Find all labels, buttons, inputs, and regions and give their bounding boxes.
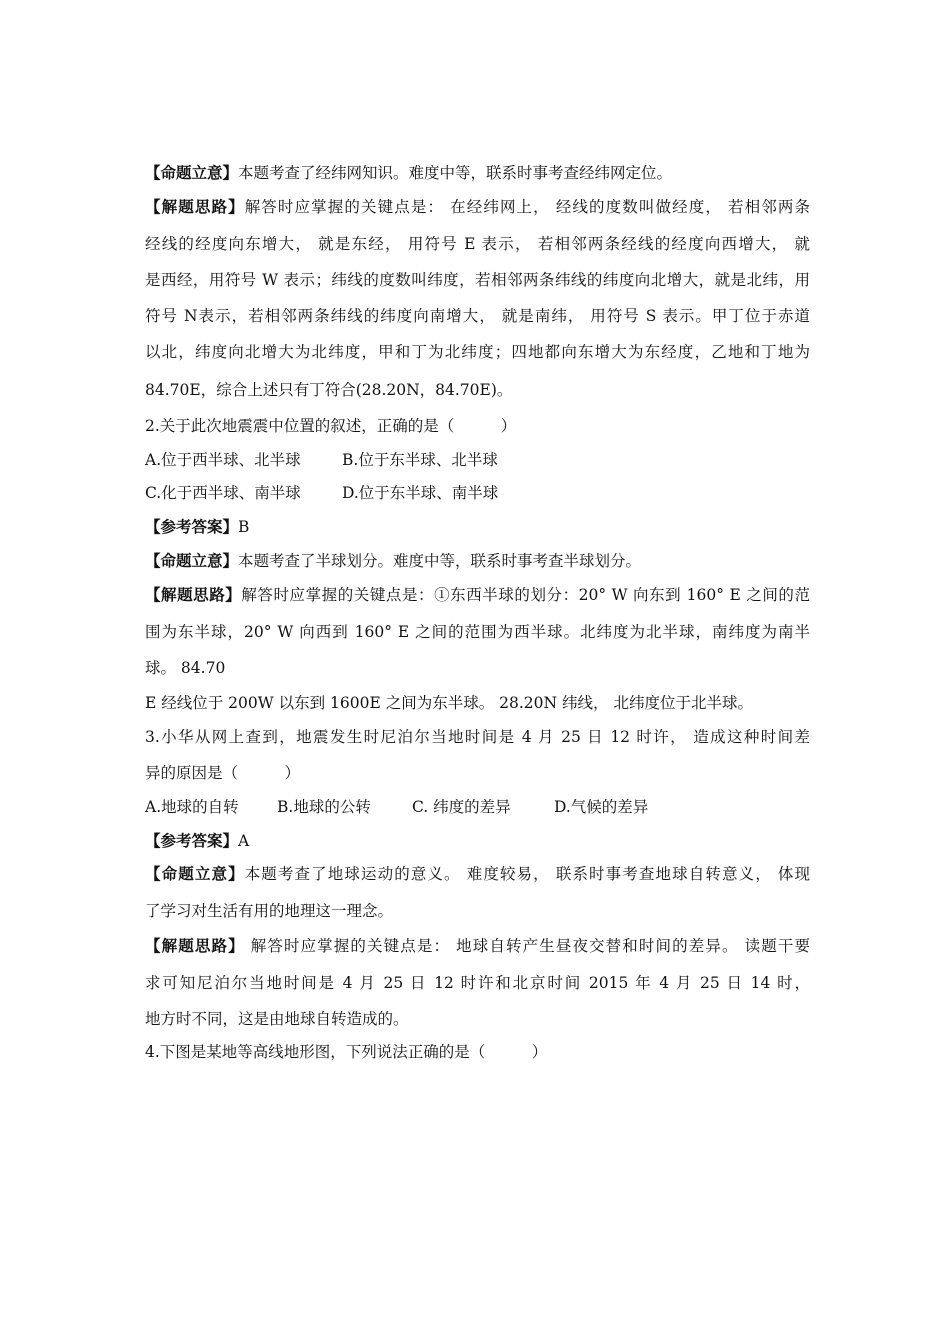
q2-silu-line-1 [145, 585, 810, 605]
q3-option-a: A.地球的自转 [145, 798, 239, 816]
q2-options-row-2 [145, 483, 810, 503]
q3-option-b: B.地球的公转 [277, 798, 371, 816]
q2-option-a: A.位于西半球、北半球 [145, 451, 301, 469]
q3-silu-line-1 [145, 936, 810, 956]
q3-options-row [145, 797, 810, 817]
silu-line-6: 84.70E，综合上述只有丁符合(28.20N，84.70E)。 [145, 381, 513, 399]
q2-silu-line-4: E 经线位于 200W 以东到 1600E 之间为东半球。 28.20N 纬线， 北纬度位于北半球。 [145, 694, 753, 712]
q2-answer-value: B [238, 518, 250, 536]
q3-silu-text: 解答时应掌握的关键点是： 地球自转产生昼夜交替和时间的差异。 读题干要 [244, 937, 810, 955]
q4-stem: 4.下图是某地等高线地形图，下列说法正确的是（ ） [145, 1043, 548, 1061]
silu-text: 解答时应掌握的关键点是： 在经纬网上， 经线的度数叫做经度， 若相邻两条 [244, 198, 810, 216]
q2-silu-line-3: 球。 84.70 [145, 659, 226, 677]
q2-options-row-1 [145, 450, 810, 470]
silu-line-1 [145, 197, 810, 217]
silu-line-5: 以北，纬度向北增大为北纬度，甲和丁为北纬度；四地都向东增大为东经度，乙地和丁地为 [145, 343, 810, 361]
q2-answer-label: 【参考答案】 [145, 517, 239, 536]
silu-line-4: 符号 N表示，若相邻两条纬线的纬度向南增大， 就是南纬， 用符号 S 表示。甲丁位于赤道 [145, 307, 810, 325]
q2-answer [145, 517, 810, 537]
silu-line-3: 是西经，用符号 W 表示；纬线的度数叫纬度，若相邻两条纬线的纬度向北增大，就是北纬，用 [145, 271, 810, 289]
mingti-line-1 [145, 163, 810, 183]
q3-option-c: C. 纬度的差异 [412, 798, 511, 816]
q3-mingti-line-2: 了学习对生活有用的地理这一理念。 [145, 902, 394, 920]
q3-mingti-label: 【命题立意】 [145, 864, 245, 883]
q3-silu-line-2: 求可知尼泊尔当地时间是 4 月 25 日 12 时许和北京时间 2015 年 4 月 25 日 14 时， [145, 974, 810, 992]
q2-option-b: B.位于东半球、北半球 [342, 451, 498, 469]
silu-line-2: 经线的经度向东增大， 就是东经， 用符号 E 表示， 若相邻两条经线的经度向西增大， 就 [145, 235, 810, 253]
q3-mingti-text: 本题考查了地球运动的意义。 难度较易， 联系时事考查地球自转意义， 体现 [244, 865, 810, 883]
q3-silu-line-3: 地方时不同，这是由地球自转造成的。 [145, 1010, 409, 1028]
q2-silu-text: 解答时应掌握的关键点是：①东西半球的划分：20° W 向东到 160° E 之间的范 [241, 586, 810, 604]
q3-answer-value: A [238, 832, 250, 850]
q3-stem-line-2: 异的原因是（ ） [145, 764, 301, 782]
silu-label: 【解题思路】 [145, 197, 245, 216]
q3-answer-label: 【参考答案】 [145, 831, 239, 850]
mingti-text: 本题考查了经纬网知识。难度中等，联系时事考查经纬网定位。 [238, 164, 673, 182]
q2-silu-label: 【解题思路】 [145, 585, 242, 604]
q2-option-d: D.位于东半球、南半球 [342, 484, 499, 502]
q2-mingti-text: 本题考查了半球划分。难度中等，联系时事考查半球划分。 [238, 552, 642, 570]
q2-mingti-label: 【命题立意】 [145, 551, 239, 570]
q3-stem-line-1: 3.小华从网上查到，地震发生时尼泊尔当地时间是 4 月 25 日 12 时许， 造成这种时间差 [145, 728, 810, 746]
mingti-label: 【命题立意】 [145, 163, 239, 182]
q3-mingti-line-1 [145, 864, 810, 884]
q2-stem: 2.关于此次地震震中位置的叙述，正确的是（ ） [145, 417, 517, 435]
q2-mingti [145, 551, 810, 571]
q3-silu-label: 【解题思路】 [145, 936, 245, 955]
q2-option-c: C.化于西半球、南半球 [145, 484, 301, 502]
q3-answer [145, 831, 810, 851]
q2-silu-line-2: 围为东半球，20° W 向西到 160° E 之间的范围为西半球。北纬度为北半球，南纬度为南半 [145, 623, 810, 641]
q3-option-d: D.气候的差异 [554, 798, 649, 816]
